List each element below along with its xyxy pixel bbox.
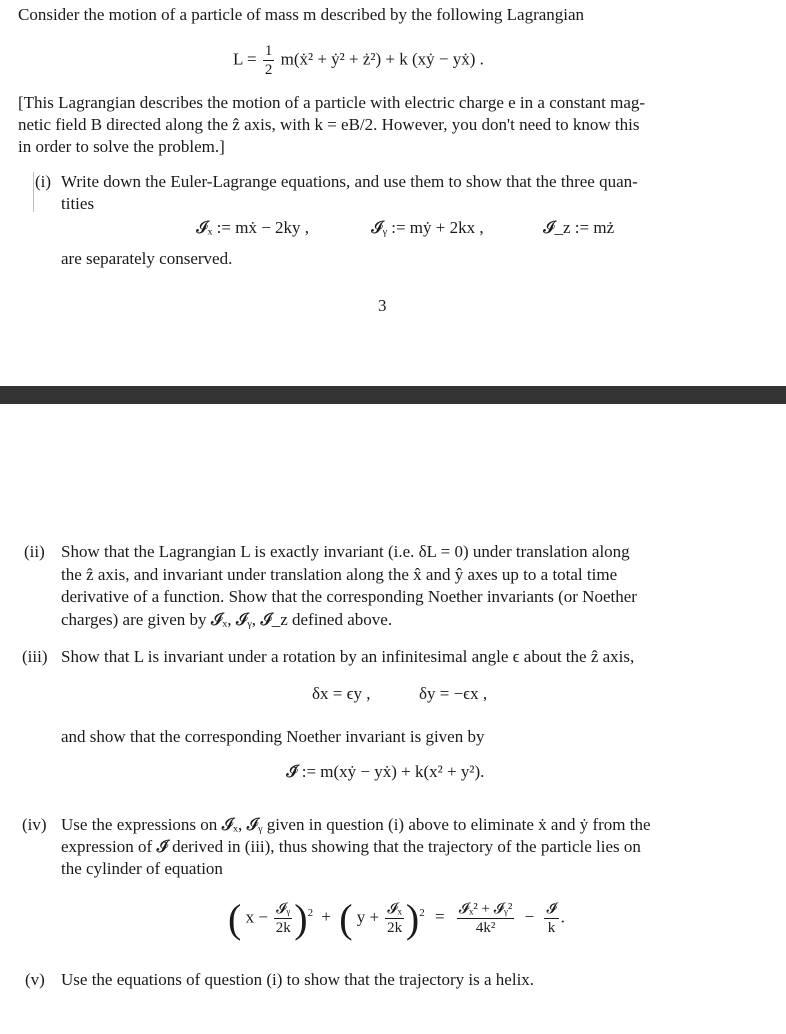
lagrangian-equation [233,42,484,79]
page-number: 3 [378,296,387,315]
part-v-line-1: Use the equations of question (i) to show that the trajectory is a helix. [61,970,535,989]
cyl-y-frac [385,900,404,937]
part-i-eq-x: 𝓘ₓ := mẋ − 2ky , [196,218,310,237]
page-separator [0,386,786,404]
cyl-rhs2-frac [544,900,558,937]
part-iii-line-1: Show that L is invariant under a rotation by an infinitesimal angle ϵ about the ẑ axis, [61,647,635,666]
lagrangian-rest: m(ẋ² + ẏ² + ż²) + k (xẏ − yẋ) . [280,49,484,69]
part-iii-eq-dy: δy = −ϵx , [419,684,488,703]
part-iii-label: (iii) [22,647,48,666]
part-iv-label: (iv) [22,815,47,834]
part-iv-line-3: the cylinder of equation [61,859,223,878]
part-ii-label: (ii) [24,542,45,561]
part-i-eq-z: 𝓘_z := mż [543,218,615,237]
part-ii-line-3: derivative of a function. Show that the corresponding Noether invariants (or Noether [61,587,637,606]
part-iv-line-2: expression of 𝓘̃ derived in (iii), thus showing that the trajectory of the particle lies on [61,837,641,856]
cyl-y-den: 2k [387,920,403,936]
part-iii-line-2: and show that the corresponding Noether invariant is given by [61,727,485,746]
intro-text: Consider the motion of a particle of mass m described by the following Lagrangian [18,5,585,24]
text-cursor-bar [33,172,34,212]
cyl-rhs2-den: k [547,920,556,936]
cyl-x-den: 2k [275,920,291,936]
cylinder-equation: ( x − $\frac{\text{𝓘ᵧ}}{2k}$ )$^2$ + ( y + $\frac{\text{𝓘ₓ}}{2k}$ )$^2$ = $\frac{\text{𝓘ₓ² + 𝓘ᵧ²}}{\text{4k²}}$ − $\frac{\text{𝓘̃}}{k}$ . [228,896,565,941]
cyl-x-num: 𝓘ᵧ [276,901,291,917]
part-iii-eq-dx: δx = ϵy , [312,684,371,703]
cyl-y-num: 𝓘ₓ [387,901,402,917]
lagrangian-lhs: L = [233,49,257,69]
cyl-rhs2-num: 𝓘̃ [546,901,557,917]
part-i-line-3: are separately conserved. [61,249,233,268]
cyl-x-frac [274,900,292,937]
part-i-label: (i) [35,172,52,191]
cyl-y: y + [356,907,380,927]
cyl-rhs-frac [457,900,515,937]
part-i-line-2: tities [61,194,95,213]
part-i-eq-y: 𝓘ᵧ := mẏ + 2kx , [371,218,484,237]
part-v-label: (v) [25,970,45,989]
lagrangian-half-num: 1 [264,43,273,59]
part-iii-eq-invariant: 𝓘̃ := m(xẏ − yẋ) + k(x² + y²). [286,762,485,781]
note-line-1: [This Lagrangian describes the motion of a particle with electric charge e in a constant mag- [18,93,646,112]
part-ii-line-1: Show that the Lagrangian L is exactly invariant (i.e. δL = 0) under translation along [61,542,630,561]
part-i-line-1: Write down the Euler-Lagrange equations, and use them to show that the three quan- [61,172,638,191]
cyl-rhs-den: 4k² [475,920,496,936]
lagrangian-half-den: 2 [264,62,273,78]
part-iv-line-1: Use the expressions on 𝓘ₓ, 𝓘ᵧ given in question (i) above to eliminate ẋ and ẏ from the [61,815,651,834]
lagrangian-half [263,42,275,79]
part-ii-line-4: charges) are given by 𝓘ₓ, 𝓘ᵧ, 𝓘_z defined above. [61,610,393,629]
cyl-rhs-num: 𝓘ₓ² + 𝓘ᵧ² [458,901,513,917]
cyl-x: x − [245,907,268,927]
part-ii-line-2: the ẑ axis, and invariant under translation along the x̂ and ŷ axes up to a total time [61,565,618,584]
note-line-2: netic field B directed along the ẑ axis, with k = eB/2. However, you don't need to know this [18,115,640,134]
note-line-3: in order to solve the problem.] [18,137,225,156]
